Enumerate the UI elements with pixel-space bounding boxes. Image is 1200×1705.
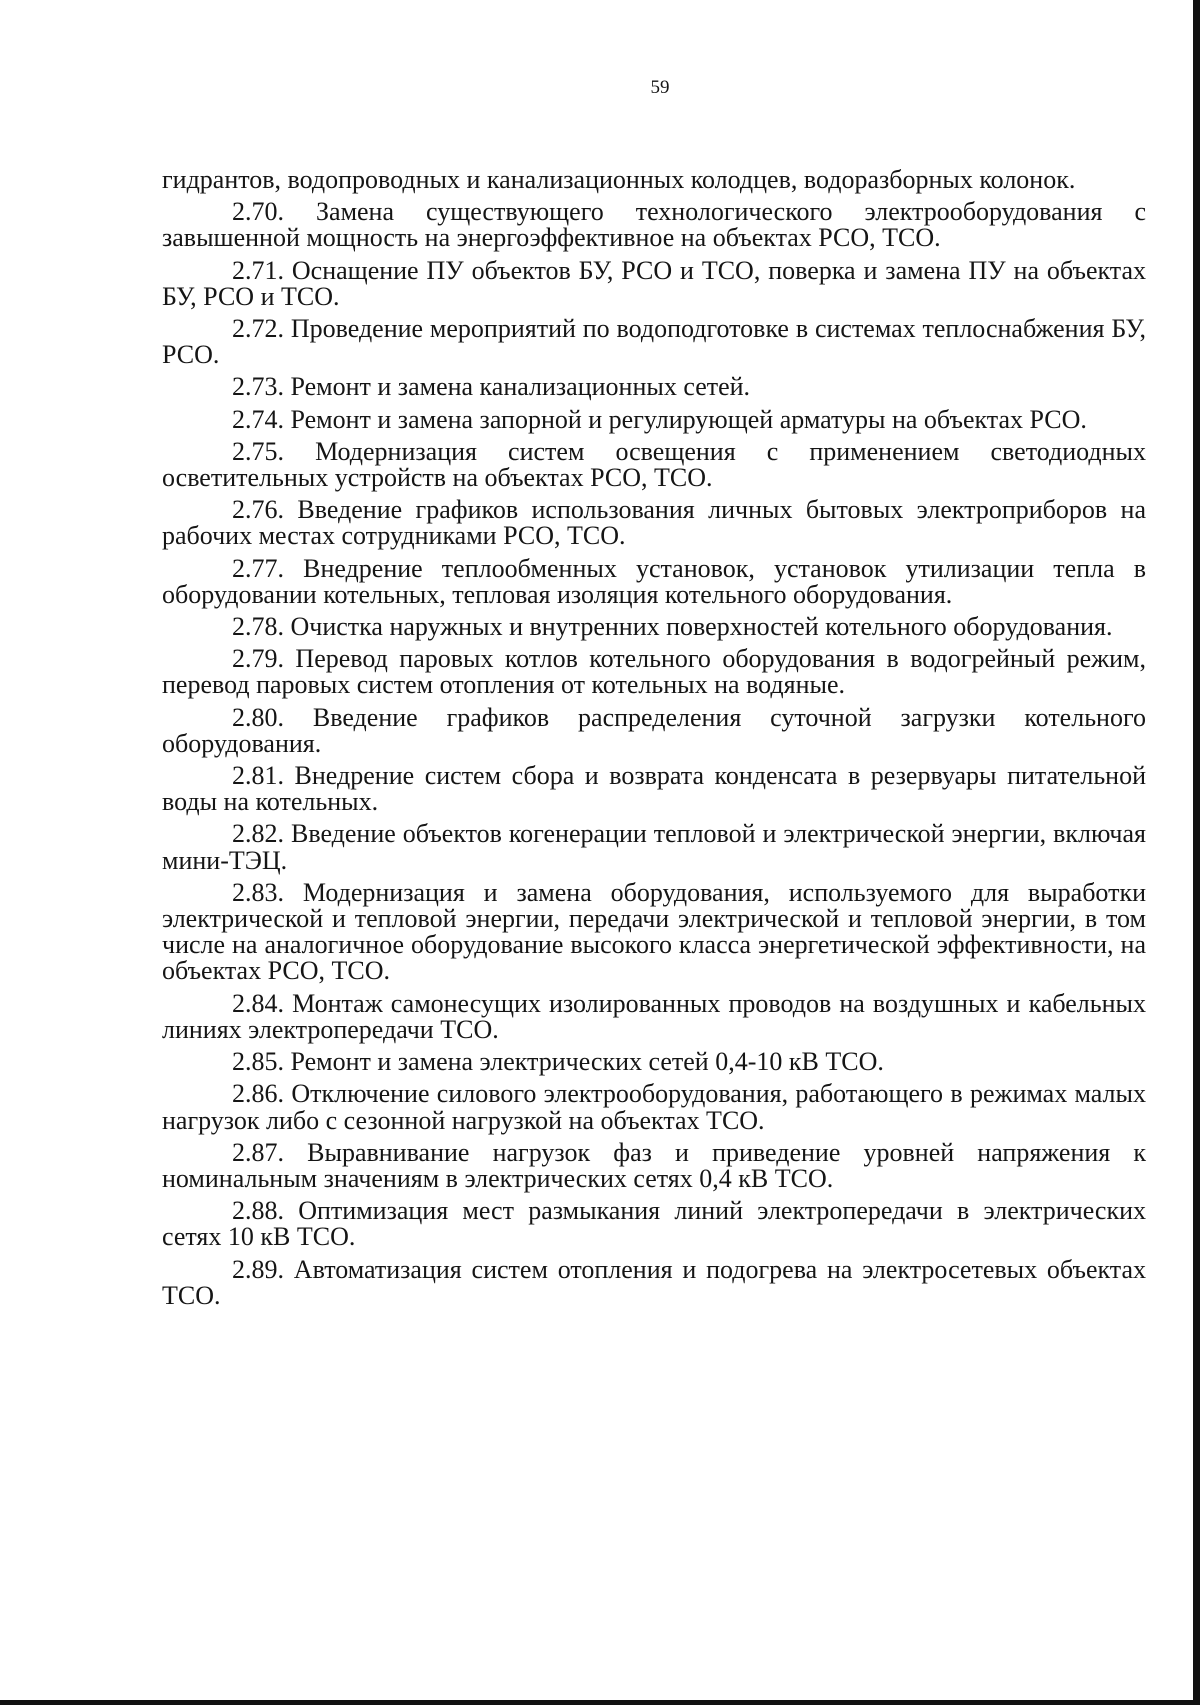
paragraph-2-84: 2.84. Монтаж самонесущих изолированных проводов на воздушных и кабельных линиях электропередачи ТСО.: [162, 988, 1146, 1044]
paragraph-2-82: 2.82. Введение объектов когенерации тепловой и электрической энергии, включая мини-ТЭЦ.: [162, 819, 1146, 875]
scan-border-right: [1193, 0, 1200, 1705]
paragraph-2-70: 2.70. Замена существующего технологического электрооборудования с завышенной мощность на энергоэффективное на объектах РСО, ТСО.: [162, 197, 1146, 253]
paragraph-2-71: 2.71. Оснащение ПУ объектов БУ, РСО и ТСО, поверка и замена ПУ на объектах БУ, РСО и ТСО.: [162, 255, 1146, 311]
paragraph-2-87: 2.87. Выравнивание нагрузок фаз и приведение уровней напряжения к номинальным значениям в электрических сетях 0,4 кВ ТСО.: [162, 1137, 1146, 1193]
paragraph-continuation: гидрантов, водопроводных и канализационных колодцев, водоразборных колонок.: [162, 165, 1076, 194]
paragraph-2-85: 2.85. Ремонт и замена электрических сетей 0,4-10 кВ ТСО.: [232, 1047, 884, 1077]
paragraph-2-76: 2.76. Введение графиков использования личных бытовых электроприборов на рабочих местах сотрудниками РСО, ТСО.: [162, 495, 1146, 551]
paragraph-2-73: 2.73. Ремонт и замена канализационных сетей.: [232, 372, 751, 402]
paragraph-2-88: 2.88. Оптимизация мест размыкания линий электропередачи в электрических сетях 10 кВ ТСО.: [162, 1196, 1146, 1252]
paragraph-2-86: 2.86. Отключение силового электрооборудования, работающего в режимах малых нагрузок либо с сезонной нагрузкой на объектах ТСО.: [162, 1079, 1146, 1135]
paragraph-2-83: 2.83. Модернизация и замена оборудования, используемого для выработки электрической и тепловой энергии, передачи электрической и тепловой энергии, в том числе на аналогичное оборудование высокого класса энергетической эффективности, на объектах РСО, ТСО.: [162, 877, 1146, 986]
paragraph-2-74: 2.74. Ремонт и замена запорной и регулирующей арматуры на объектах РСО.: [232, 404, 1087, 434]
paragraph-2-77: 2.77. Внедрение теплообменных установок, установок утилизации тепла в оборудовании котельных, тепловая изоляция котельного оборудования.: [162, 553, 1146, 609]
scan-border-bottom: [0, 1700, 1200, 1705]
paragraph-2-89: 2.89. Автоматизация систем отопления и подогрева на электросетевых объектах ТСО.: [162, 1254, 1146, 1310]
page-number: 59: [650, 77, 670, 98]
paragraph-2-80: 2.80. Введение графиков распределения суточной загрузки котельного оборудования.: [162, 702, 1146, 758]
paragraph-2-75: 2.75. Модернизация систем освещения с применением светодиодных осветительных устройств на объектах РСО, ТСО.: [162, 436, 1146, 493]
paragraph-2-79: 2.79. Перевод паровых котлов котельного оборудования в водогрейный режим, перевод паровых систем отопления от котельных на водяные.: [162, 644, 1146, 700]
paragraph-2-81: 2.81. Внедрение систем сбора и возврата конденсата в резервуары питательной воды на котельных.: [162, 761, 1146, 817]
document-body: [162, 167, 1146, 1315]
paragraph-2-72: 2.72. Проведение мероприятий по водоподготовке в системах теплоснабжения БУ, РСО.: [162, 314, 1146, 370]
paragraph-2-78: 2.78. Очистка наружных и внутренних поверхностей котельного оборудования.: [232, 612, 1113, 642]
